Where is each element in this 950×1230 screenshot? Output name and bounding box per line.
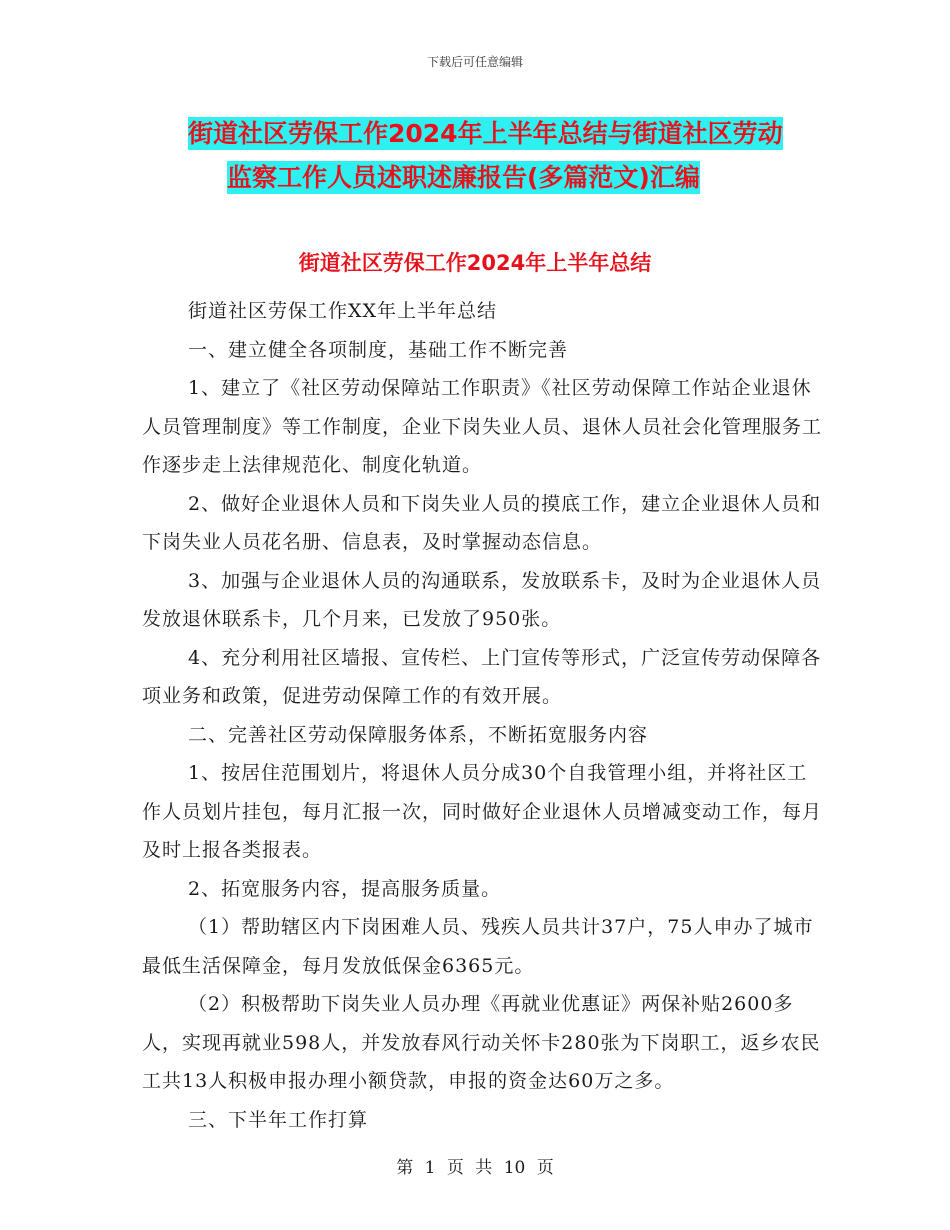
paragraph: 2、拓宽服务内容，提高服务质量。 (188, 877, 502, 900)
document-body (142, 292, 822, 1139)
paragraph: 街道社区劳保工作XX年上半年总结 (188, 300, 498, 322)
title-line-2: 监察工作人员述职述廉报告(多篇范文)汇编 (227, 163, 700, 192)
paragraph: 1、按居住范围划片，将退休人员分成30个自我管理小组，并将社区工作人员划片挂包，每月汇报一次，同时做好企业退休人员增减变动工作，每月及时上报各类报表。 (142, 762, 823, 861)
paragraph: 4、充分利用社区墙报、宣传栏、上门宣传等形式，广泛宣传劳动保障各项业务和政策，促进劳动保障工作的有效开展。 (142, 646, 822, 707)
paragraph: 3、加强与企业退休人员的沟通联系，发放联系卡，及时为企业退休人员发放退休联系卡，几个月来，已发放了950张。 (142, 569, 822, 630)
paragraph: 二、完善社区劳动保障服务体系，不断拓宽服务内容 (188, 723, 649, 746)
paragraph: 三、下半年工作打算 (188, 1108, 369, 1131)
paragraph: （1）帮助辖区内下岗困难人员、残疾人员共计37户，75人申办了城市最低生活保障金，每月发放低保金6365元。 (142, 916, 814, 977)
page-number: 第 1 页 共 10 页 (396, 1158, 554, 1178)
paragraph: 2、做好企业退休人员和下岗失业人员的摸底工作，建立企业退休人员和下岗失业人员花名册、信息表，及时掌握动态信息。 (142, 492, 822, 553)
document-title (150, 112, 850, 200)
paragraph: （2）积极帮助下岗失业人员办理《再就业优惠证》两保补贴2600多人，实现再就业598人，并发放春风行动关怀卡280张为下岗职工，返乡农民工共13人积极申报办理小额贷款，申报的资金达60万之多。 (142, 993, 821, 1092)
paragraph: 1、建立了《社区劳动保障站工作职责》《社区劳动保障工作站企业退休人员管理制度》等工作制度，企业下岗失业人员、退休人员社会化管理服务工作逐步走上法律规范化、制度化轨道。 (142, 377, 823, 476)
section-title: 街道社区劳保工作2024年上半年总结 (298, 251, 652, 275)
title-line-1: 街道社区劳保工作2024年上半年总结与街道社区劳动 (188, 119, 783, 148)
paragraph: 一、建立健全各项制度，基础工作不断完善 (188, 338, 569, 361)
header-note: 下载后可任意编辑 (426, 55, 523, 69)
